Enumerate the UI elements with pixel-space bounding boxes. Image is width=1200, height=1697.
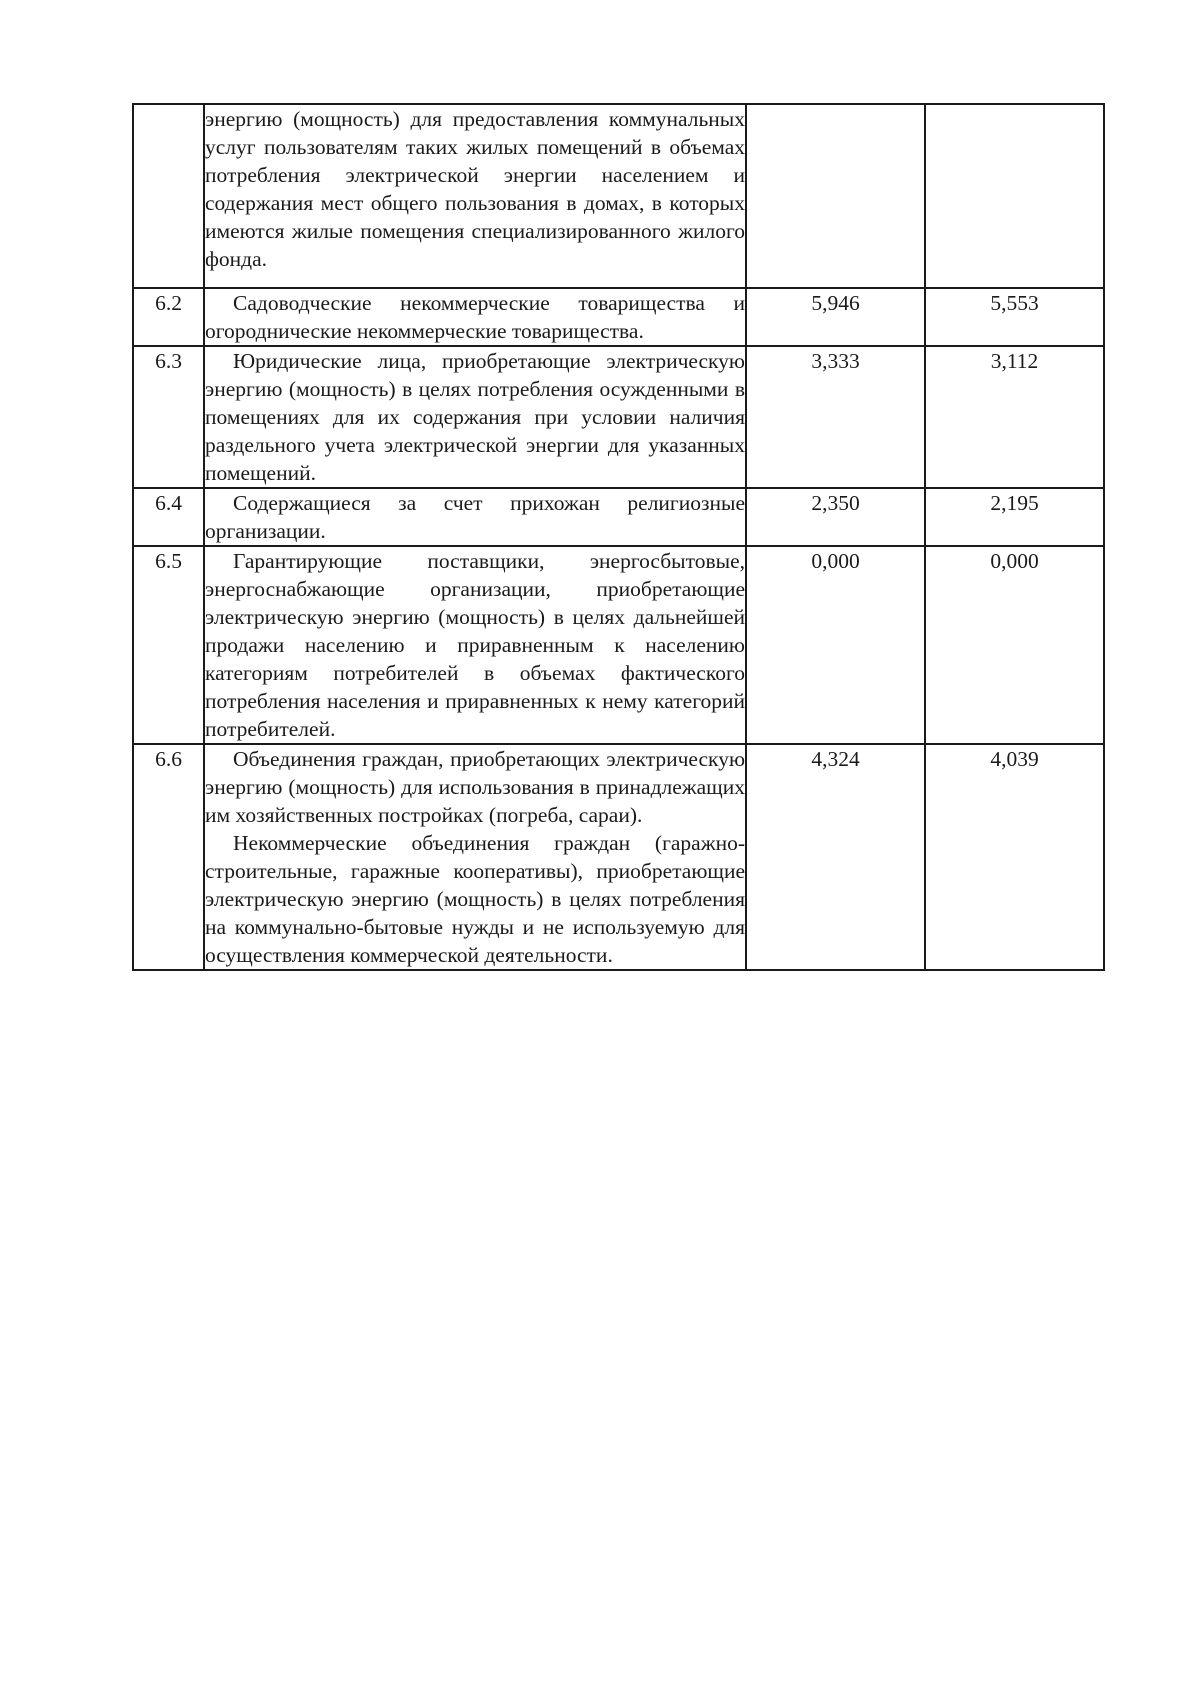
row-value-2: 2,195: [925, 488, 1104, 546]
row-description: [204, 546, 746, 744]
table-row: [133, 104, 1104, 288]
row-description: [204, 744, 746, 970]
tariff-table: [132, 103, 1105, 971]
row-value-1: [746, 104, 925, 288]
row-number: 6.3: [133, 346, 204, 488]
table-row: [133, 488, 1104, 546]
table-row: [133, 744, 1104, 970]
row-number: 6.4: [133, 488, 204, 546]
row-value-2: 4,039: [925, 744, 1104, 970]
row-value-1: 3,333: [746, 346, 925, 488]
row-description-paragraph: Юридические лица, приобретающие электрическую энергию (мощность) в целях потребления осужденными в помещениях для их содержания при условии наличия раздельного учета электрической энергии для указанных помещений.: [205, 349, 745, 485]
table-row: [133, 346, 1104, 488]
table-row: [133, 546, 1104, 744]
row-number: 6.6: [133, 744, 204, 970]
row-description: [204, 346, 746, 488]
row-number: 6.2: [133, 288, 204, 346]
row-value-2: 5,553: [925, 288, 1104, 346]
row-description: [204, 288, 746, 346]
row-description-paragraph: энергию (мощность) для предоставления коммунальных услуг пользователям таких жилых помещений в объемах потребления электрической энергии населением и содержания мест общего пользования в домах, в которых имеются жилые помещения специализированного жилого фонда.: [205, 107, 745, 271]
row-value-1: 0,000: [746, 546, 925, 744]
row-description-paragraph: Гарантирующие поставщики, энергосбытовые, энергоснабжающие организации, приобретающие электрическую энергию (мощность) в целях дальнейшей продажи населению и приравненным к населению категориям потребителей в объемах фактического потребления населения и приравненных к нему категорий потребителей.: [205, 549, 745, 741]
row-value-1: 5,946: [746, 288, 925, 346]
row-value-2: 0,000: [925, 546, 1104, 744]
row-description-paragraph: Объединения граждан, приобретающих электрическую энергию (мощность) для использования в принадлежащих им хозяйственных постройках (погреба, сараи).: [205, 747, 745, 827]
row-number: 6.5: [133, 546, 204, 744]
row-description-paragraph: Садоводческие некоммерческие товарищества и огороднические некоммерческие товарищества.: [205, 291, 745, 343]
row-description-paragraph: Содержащиеся за счет прихожан религиозные организации.: [205, 491, 745, 543]
row-value-2: 3,112: [925, 346, 1104, 488]
row-description-paragraph: Некоммерческие объединения граждан (гаражно-строительные, гаражные кооперативы), приобретающие электрическую энергию (мощность) в целях потребления на коммунально-бытовые нужды и не используемую для осуществления коммерческой деятельности.: [205, 831, 745, 967]
row-number: [133, 104, 204, 288]
table-row: [133, 288, 1104, 346]
row-value-2: [925, 104, 1104, 288]
row-value-1: 4,324: [746, 744, 925, 970]
row-description: [204, 104, 746, 288]
row-value-1: 2,350: [746, 488, 925, 546]
row-description: [204, 488, 746, 546]
